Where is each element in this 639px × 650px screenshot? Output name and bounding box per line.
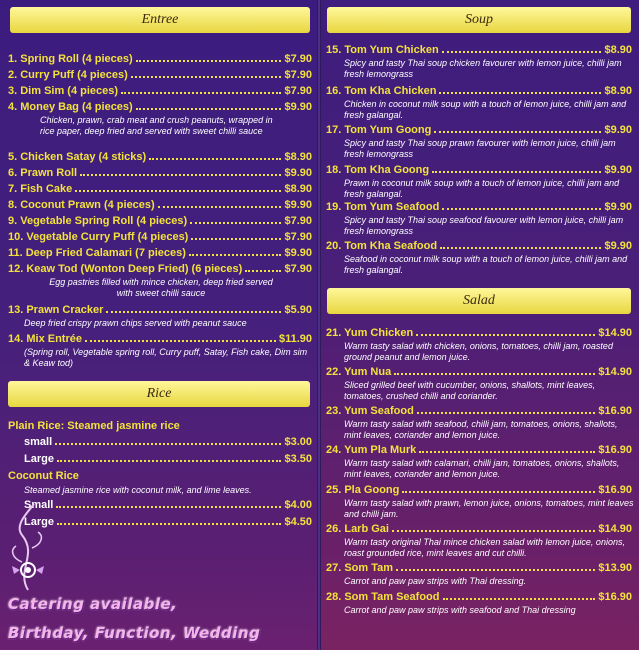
item-description: Chicken in coconut milk soup with a touch of lemon juice, chilli jam and fresh galangal. <box>344 99 627 120</box>
item-name: 4. Money Bag (4 pieces) <box>8 101 133 113</box>
menu-item <box>24 436 312 448</box>
item-description: Chicken, prawn, crab meat and crush peanuts, wrapped in rice paper, deep fried and served with sweet chilli sauce <box>40 115 273 136</box>
menu-item <box>326 444 632 456</box>
item-name: 25. Pla Goong <box>326 484 400 496</box>
item-name: 14. Mix Entrée <box>8 333 82 345</box>
item-name: 11. Deep Fried Calamari (7 pieces) <box>8 247 186 259</box>
item-name: 17. Tom Yum Goong <box>326 124 432 136</box>
salad-title: Salad <box>463 293 495 308</box>
item-name: 10. Vegetable Curry Puff (4 pieces) <box>8 231 189 243</box>
plain-rice-heading: Plain Rice: Steamed jasmine rice <box>8 420 180 432</box>
item-name: 2. Curry Puff (4 pieces) <box>8 69 128 81</box>
menu-item <box>8 231 312 243</box>
item-price: $9.90 <box>284 167 312 179</box>
item-price: $14.90 <box>598 327 632 339</box>
item-description: Warm tasty salad with chicken, onions, tomatoes, chilli jam, roasted ground peanut and lemon juice. <box>344 341 613 362</box>
item-name: 23. Yum Seafood <box>326 405 414 417</box>
leader-dots <box>57 523 282 525</box>
menu-item <box>8 215 312 227</box>
menu-item <box>326 484 632 496</box>
item-name: 13. Prawn Cracker <box>8 304 104 316</box>
leader-dots <box>131 76 282 78</box>
menu-item <box>326 164 632 176</box>
item-name: 9. Vegetable Spring Roll (4 pieces) <box>8 215 188 227</box>
item-description: Spicy and tasty Thai soup chicken favourer with lemon juice, chilli jam fresh lemongrass <box>344 58 622 79</box>
menu-item <box>326 562 632 574</box>
item-price: $5.90 <box>284 304 312 316</box>
menu-item <box>326 405 632 417</box>
item-price: $13.90 <box>598 562 632 574</box>
item-name: 24. Yum Pla Murk <box>326 444 417 456</box>
leader-dots <box>136 60 282 62</box>
soup-banner <box>327 7 631 33</box>
item-price: $7.90 <box>284 231 312 243</box>
item-name: 21. Yum Chicken <box>326 327 414 339</box>
item-description: Warm tasty salad with seafood, chilli jam, tomatoes, onions, shallots, mint leaves, coriander and lemon juice. <box>344 419 618 440</box>
catering-line-1: Catering available, <box>8 595 178 613</box>
item-price: $7.90 <box>284 85 312 97</box>
flower-ornament-icon <box>8 500 48 595</box>
leader-dots <box>394 373 595 375</box>
item-price: $8.90 <box>604 85 632 97</box>
item-description: Warm tasty salad with prawn, lemon juice, onions, tomatoes, mint leaves and chilli jam. <box>344 498 634 519</box>
item-price: $3.00 <box>284 436 312 448</box>
item-price: $8.90 <box>284 183 312 195</box>
menu-item <box>8 183 312 195</box>
item-name: 7. Fish Cake <box>8 183 73 195</box>
leader-dots <box>85 340 276 342</box>
item-name: 26. Larb Gai <box>326 523 389 535</box>
leader-dots <box>136 108 282 110</box>
leader-dots <box>396 569 595 571</box>
entree-title: Entree <box>141 12 179 27</box>
menu-item <box>326 124 632 136</box>
menu-item <box>8 101 312 113</box>
menu-item <box>8 151 312 163</box>
leader-dots <box>442 208 601 210</box>
item-description: Deep fried crispy prawn chips served with peanut sauce <box>24 318 247 328</box>
item-name: Small <box>24 499 54 511</box>
leader-dots <box>434 131 601 133</box>
leader-dots <box>439 92 601 94</box>
menu-item <box>8 247 312 259</box>
menu-item <box>326 44 632 56</box>
item-price: $16.90 <box>598 405 632 417</box>
item-name: 22. Yum Nua <box>326 366 392 378</box>
soup-title: Soup <box>465 12 493 27</box>
menu-item <box>326 366 632 378</box>
item-name: 6. Prawn Roll <box>8 167 78 179</box>
item-description: Sliced grilled beef with cucumber, onions, shallots, mint leaves, tomatoes, crushed chilli and coriander. <box>344 380 596 401</box>
item-price: $7.90 <box>284 215 312 227</box>
item-price: $9.90 <box>604 164 632 176</box>
leader-dots <box>416 334 595 336</box>
menu-item <box>326 240 632 252</box>
menu-item <box>8 167 312 179</box>
leader-dots <box>149 158 281 160</box>
item-description: Steamed jasmine rice with coconut milk, and lime leaves. <box>24 485 252 495</box>
menu-item <box>8 263 312 275</box>
menu-item <box>326 327 632 339</box>
salad-banner <box>327 288 631 314</box>
leader-dots <box>80 174 281 176</box>
item-description: Warm tasty salad with calamari, chilli jam, tomatoes, onions, shallots, mint leaves, coriander and lemon juice. <box>344 458 620 479</box>
item-price: $4.00 <box>284 499 312 511</box>
item-description: Carrot and paw paw strips with Thai dressing. <box>344 576 527 586</box>
leader-dots <box>440 247 601 249</box>
item-name: 15. Tom Yum Chicken <box>326 44 439 56</box>
item-price: $4.50 <box>284 516 312 528</box>
item-name: 1. Spring Roll (4 pieces) <box>8 53 133 65</box>
rice-banner <box>8 381 310 407</box>
leader-dots <box>106 311 281 313</box>
menu-item <box>326 591 632 603</box>
item-price: $14.90 <box>598 366 632 378</box>
item-price: $7.90 <box>284 69 312 81</box>
item-price: $9.90 <box>284 101 312 113</box>
menu-item <box>8 333 312 345</box>
leader-dots <box>190 222 281 224</box>
item-name: small <box>24 436 53 448</box>
menu-item <box>24 453 312 465</box>
leader-dots <box>55 443 281 445</box>
menu-item <box>8 53 312 65</box>
leader-dots <box>189 254 282 256</box>
menu-item <box>8 85 312 97</box>
item-name: Large <box>24 453 54 465</box>
item-price: $14.90 <box>598 523 632 535</box>
item-description: Egg pastries filled with mince chicken, deep fried served with sweet chilli sauce <box>49 277 273 298</box>
item-price: $8.90 <box>284 151 312 163</box>
coconut-rice-heading: Coconut Rice <box>8 470 79 482</box>
item-description: Spicy and tasty Thai soup prawn favourer with lemon juice, chilli jam fresh lemongrass <box>344 138 616 159</box>
item-description: Warm tasty original Thai mince chicken salad with lemon juice, onions, roast grounded rice, mint leaves and cut chilli. <box>344 537 625 558</box>
item-description: Spicy and tasty Thai soup seafood favourer with lemon juice, chilli jam fresh lemongrass <box>344 215 624 236</box>
leader-dots <box>245 270 281 272</box>
item-name: 12. Keaw Tod (Wonton Deep Fried) (6 pieces) <box>8 263 243 275</box>
item-price: $16.90 <box>598 484 632 496</box>
menu-item <box>8 304 312 316</box>
item-name: 19. Tom Yum Seafood <box>326 201 440 213</box>
item-description: Carrot and paw paw strips with seafood and Thai dressing <box>344 605 576 615</box>
item-name: 18. Tom Kha Goong <box>326 164 430 176</box>
leader-dots <box>75 190 281 192</box>
item-price: $7.90 <box>284 53 312 65</box>
item-price: $7.90 <box>284 263 312 275</box>
menu-item <box>24 516 312 528</box>
menu-item <box>326 201 632 213</box>
item-price: $9.90 <box>604 240 632 252</box>
item-description: (Spring roll, Vegetable spring roll, Curry puff, Satay, Fish cake, Dim sim & Keaw tod) <box>24 347 308 368</box>
leader-dots <box>56 506 281 508</box>
item-name: 8. Coconut Prawn (4 pieces) <box>8 199 155 211</box>
item-description: Seafood in coconut milk soup with a touch of lemon juice, chilli jam and fresh galangal. <box>344 254 628 275</box>
item-name: 3. Dim Sim (4 pieces) <box>8 85 119 97</box>
item-price: $9.90 <box>604 124 632 136</box>
fold-line <box>317 0 321 650</box>
menu-item <box>24 499 312 511</box>
leader-dots <box>191 238 281 240</box>
leader-dots <box>417 412 596 414</box>
leader-dots <box>158 206 282 208</box>
entree-banner <box>10 7 310 33</box>
menu-item <box>326 523 632 535</box>
menu-item <box>326 85 632 97</box>
catering-line-2: Birthday, Function, Wedding <box>8 624 261 642</box>
item-name: 16. Tom Kha Chicken <box>326 85 437 97</box>
menu-item <box>8 199 312 211</box>
leader-dots <box>443 598 596 600</box>
leader-dots <box>419 451 595 453</box>
item-name: 5. Chicken Satay (4 sticks) <box>8 151 147 163</box>
item-description: Prawn in coconut milk soup with a touch of lemon juice, chilli jam and fresh galangal. <box>344 178 620 199</box>
leader-dots <box>402 491 595 493</box>
item-name: Large <box>24 516 54 528</box>
item-price: $16.90 <box>598 444 632 456</box>
item-name: 28. Som Tam Seafood <box>326 591 440 603</box>
leader-dots <box>121 92 281 94</box>
item-price: $16.90 <box>598 591 632 603</box>
leader-dots <box>392 530 595 532</box>
leader-dots <box>432 171 601 173</box>
item-price: $9.90 <box>604 201 632 213</box>
leader-dots <box>442 51 602 53</box>
leader-dots <box>57 460 282 462</box>
item-price: $11.90 <box>278 333 312 345</box>
rice-title: Rice <box>146 386 172 401</box>
menu-item <box>8 69 312 81</box>
item-name: 27. Som Tam <box>326 562 394 574</box>
item-price: $9.90 <box>284 247 312 259</box>
item-price: $3.50 <box>284 453 312 465</box>
item-price: $9.90 <box>284 199 312 211</box>
item-price: $8.90 <box>604 44 632 56</box>
item-name: 20. Tom Kha Seafood <box>326 240 438 252</box>
